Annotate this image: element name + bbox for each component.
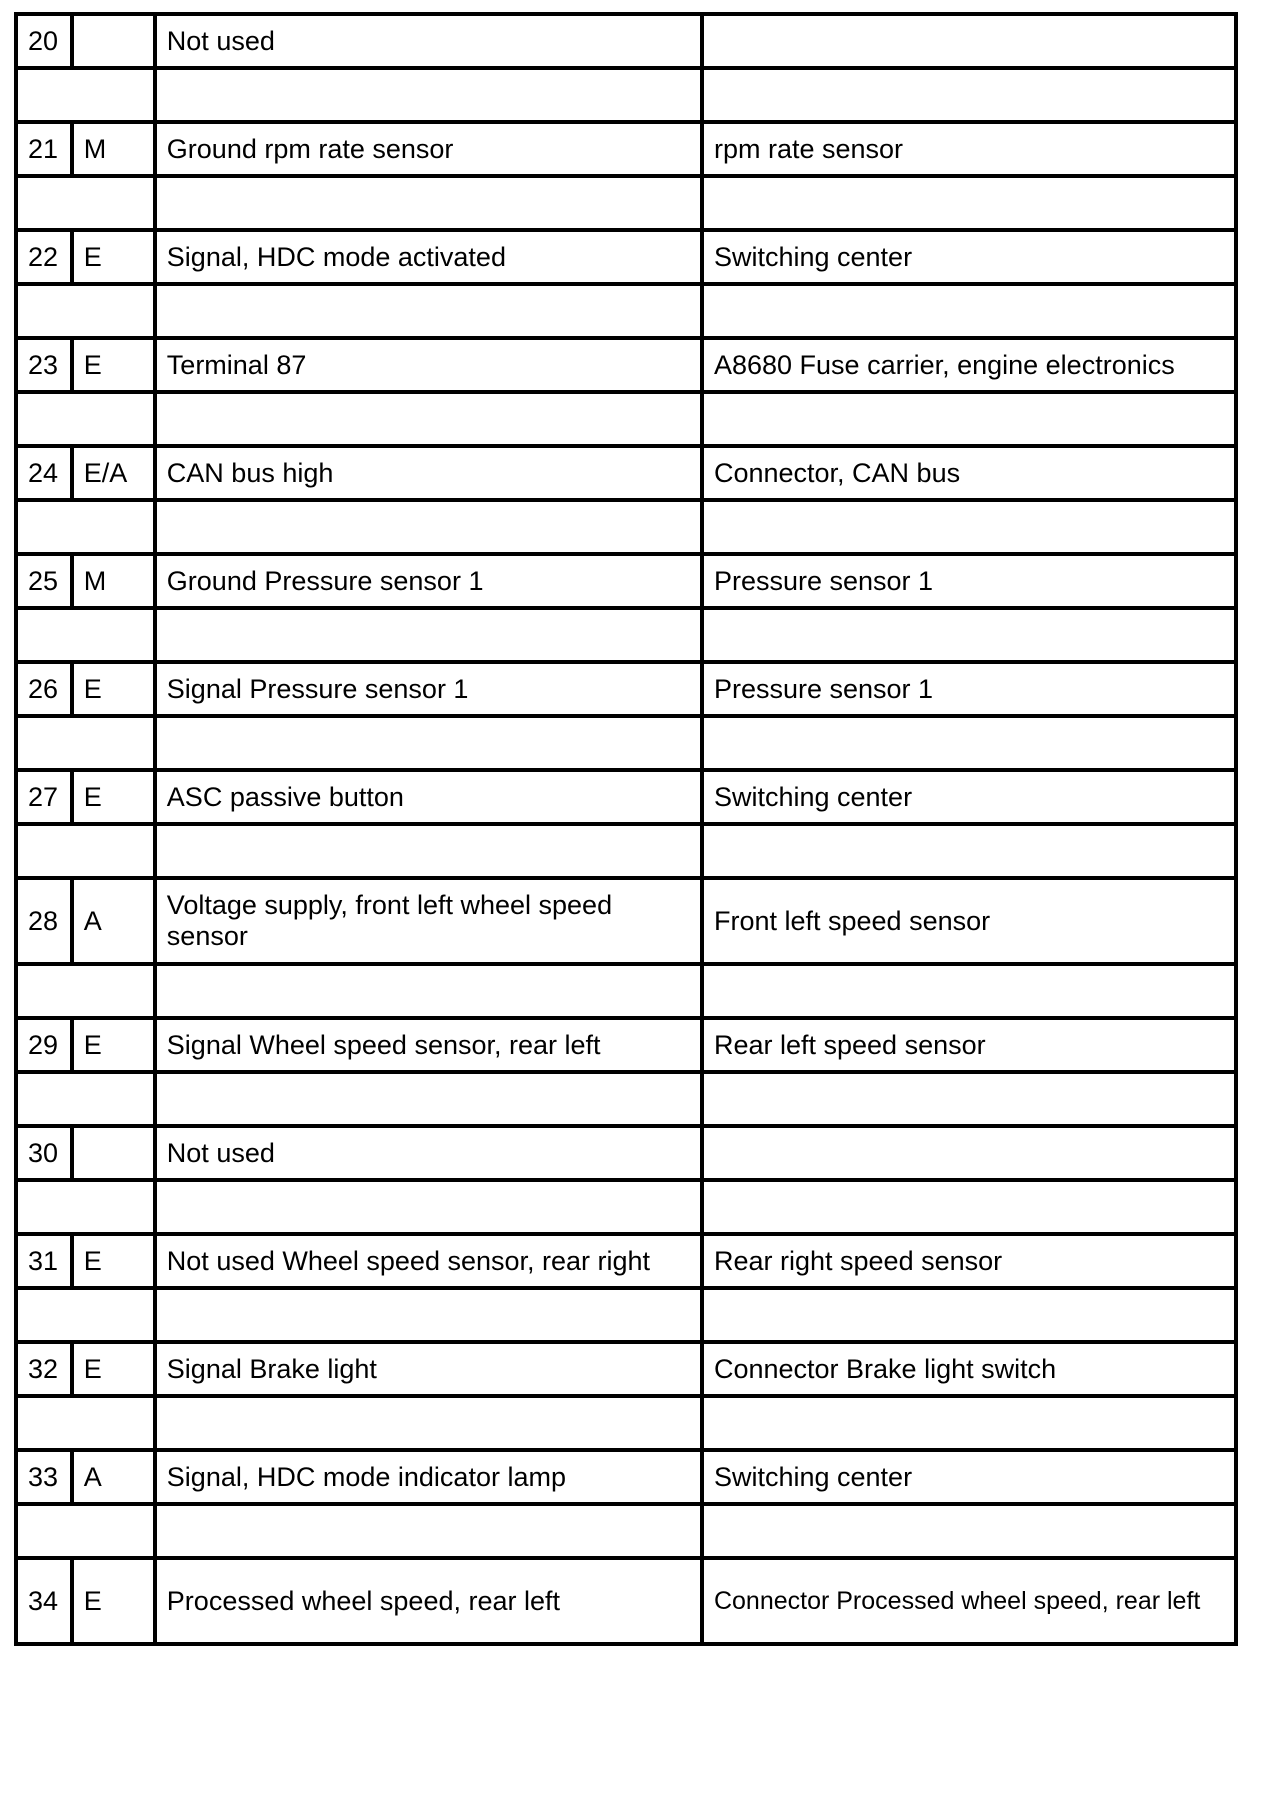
empty-cell bbox=[702, 716, 1236, 770]
signal-type-cell: E bbox=[72, 1018, 155, 1072]
empty-cell bbox=[16, 608, 155, 662]
empty-cell bbox=[16, 1504, 155, 1558]
table-row bbox=[16, 1126, 1236, 1180]
spacer-row bbox=[16, 964, 1236, 1018]
empty-cell bbox=[16, 1072, 155, 1126]
spacer-row bbox=[16, 176, 1236, 230]
table-row bbox=[16, 338, 1236, 392]
empty-cell bbox=[702, 1180, 1236, 1234]
description-cell: Processed wheel speed, rear left bbox=[155, 1558, 702, 1644]
table-row bbox=[16, 1018, 1236, 1072]
table-body bbox=[16, 14, 1236, 1644]
connection-cell: Front left speed sensor bbox=[702, 878, 1236, 964]
table-row bbox=[16, 122, 1236, 176]
pin-number-cell: 25 bbox=[16, 554, 72, 608]
empty-cell bbox=[155, 716, 702, 770]
connection-cell bbox=[702, 1126, 1236, 1180]
connection-cell: Connector Processed wheel speed, rear left bbox=[702, 1558, 1236, 1644]
signal-type-cell: M bbox=[72, 554, 155, 608]
empty-cell bbox=[702, 1504, 1236, 1558]
connection-cell: Connector, CAN bus bbox=[702, 446, 1236, 500]
signal-type-cell: E/A bbox=[72, 446, 155, 500]
connection-cell: Switching center bbox=[702, 770, 1236, 824]
empty-cell bbox=[16, 1288, 155, 1342]
signal-type-cell: E bbox=[72, 1234, 155, 1288]
empty-cell bbox=[702, 500, 1236, 554]
empty-cell bbox=[155, 1180, 702, 1234]
pin-number-cell: 23 bbox=[16, 338, 72, 392]
signal-type-cell: E bbox=[72, 770, 155, 824]
pin-number-cell: 33 bbox=[16, 1450, 72, 1504]
spacer-row bbox=[16, 716, 1236, 770]
spacer-row bbox=[16, 1072, 1236, 1126]
table-row bbox=[16, 662, 1236, 716]
pin-number-cell: 24 bbox=[16, 446, 72, 500]
description-cell: Signal Pressure sensor 1 bbox=[155, 662, 702, 716]
pin-number-cell: 28 bbox=[16, 878, 72, 964]
empty-cell bbox=[155, 392, 702, 446]
pin-number-cell: 22 bbox=[16, 230, 72, 284]
empty-cell bbox=[155, 68, 702, 122]
signal-type-cell: E bbox=[72, 230, 155, 284]
signal-type-cell: E bbox=[72, 1342, 155, 1396]
description-cell: Terminal 87 bbox=[155, 338, 702, 392]
connection-cell bbox=[702, 14, 1236, 68]
empty-cell bbox=[16, 824, 155, 878]
connection-cell: Rear right speed sensor bbox=[702, 1234, 1236, 1288]
pin-number-cell: 34 bbox=[16, 1558, 72, 1644]
signal-type-cell: E bbox=[72, 662, 155, 716]
pin-number-cell: 20 bbox=[16, 14, 72, 68]
connection-cell: Rear left speed sensor bbox=[702, 1018, 1236, 1072]
spacer-row bbox=[16, 284, 1236, 338]
empty-cell bbox=[702, 1072, 1236, 1126]
spacer-row bbox=[16, 1396, 1236, 1450]
signal-type-cell: M bbox=[72, 122, 155, 176]
pin-number-cell: 27 bbox=[16, 770, 72, 824]
spacer-row bbox=[16, 1288, 1236, 1342]
empty-cell bbox=[702, 284, 1236, 338]
empty-cell bbox=[16, 1396, 155, 1450]
description-cell: Signal, HDC mode activated bbox=[155, 230, 702, 284]
spacer-row bbox=[16, 1180, 1236, 1234]
table-row bbox=[16, 770, 1236, 824]
description-cell: Not used bbox=[155, 1126, 702, 1180]
table-row bbox=[16, 1558, 1236, 1644]
empty-cell bbox=[155, 1072, 702, 1126]
pin-number-cell: 30 bbox=[16, 1126, 72, 1180]
signal-type-cell: A bbox=[72, 878, 155, 964]
empty-cell bbox=[702, 392, 1236, 446]
empty-cell bbox=[155, 500, 702, 554]
spacer-row bbox=[16, 608, 1236, 662]
empty-cell bbox=[16, 284, 155, 338]
description-cell: Not used bbox=[155, 14, 702, 68]
description-cell: Signal Brake light bbox=[155, 1342, 702, 1396]
empty-cell bbox=[16, 176, 155, 230]
description-cell: CAN bus high bbox=[155, 446, 702, 500]
signal-type-cell bbox=[72, 14, 155, 68]
table-row bbox=[16, 1342, 1236, 1396]
empty-cell bbox=[702, 964, 1236, 1018]
connection-cell: A8680 Fuse carrier, engine electronics bbox=[702, 338, 1236, 392]
description-cell: Signal, HDC mode indicator lamp bbox=[155, 1450, 702, 1504]
connection-cell: Switching center bbox=[702, 1450, 1236, 1504]
connection-cell: rpm rate sensor bbox=[702, 122, 1236, 176]
table-row bbox=[16, 230, 1236, 284]
pin-number-cell: 29 bbox=[16, 1018, 72, 1072]
pin-number-cell: 26 bbox=[16, 662, 72, 716]
spacer-row bbox=[16, 392, 1236, 446]
empty-cell bbox=[155, 1396, 702, 1450]
empty-cell bbox=[155, 824, 702, 878]
spacer-row bbox=[16, 500, 1236, 554]
empty-cell bbox=[16, 964, 155, 1018]
empty-cell bbox=[16, 500, 155, 554]
empty-cell bbox=[155, 964, 702, 1018]
pin-assignment-table bbox=[14, 12, 1238, 1646]
pin-number-cell: 31 bbox=[16, 1234, 72, 1288]
empty-cell bbox=[702, 608, 1236, 662]
table-row bbox=[16, 446, 1236, 500]
connection-cell: Switching center bbox=[702, 230, 1236, 284]
empty-cell bbox=[702, 1288, 1236, 1342]
description-cell: Ground Pressure sensor 1 bbox=[155, 554, 702, 608]
signal-type-cell: E bbox=[72, 338, 155, 392]
spacer-row bbox=[16, 68, 1236, 122]
empty-cell bbox=[155, 1504, 702, 1558]
table-row bbox=[16, 1234, 1236, 1288]
signal-type-cell bbox=[72, 1126, 155, 1180]
signal-type-cell: E bbox=[72, 1558, 155, 1644]
description-cell: Ground rpm rate sensor bbox=[155, 122, 702, 176]
pin-number-cell: 32 bbox=[16, 1342, 72, 1396]
empty-cell bbox=[702, 68, 1236, 122]
table-row bbox=[16, 554, 1236, 608]
empty-cell bbox=[16, 392, 155, 446]
empty-cell bbox=[155, 284, 702, 338]
connection-cell: Pressure sensor 1 bbox=[702, 554, 1236, 608]
empty-cell bbox=[702, 176, 1236, 230]
empty-cell bbox=[16, 1180, 155, 1234]
empty-cell bbox=[702, 824, 1236, 878]
description-cell: Signal Wheel speed sensor, rear left bbox=[155, 1018, 702, 1072]
empty-cell bbox=[16, 716, 155, 770]
empty-cell bbox=[702, 1396, 1236, 1450]
signal-type-cell: A bbox=[72, 1450, 155, 1504]
spacer-row bbox=[16, 824, 1236, 878]
empty-cell bbox=[155, 176, 702, 230]
description-cell: ASC passive button bbox=[155, 770, 702, 824]
pin-number-cell: 21 bbox=[16, 122, 72, 176]
table-row bbox=[16, 1450, 1236, 1504]
empty-cell bbox=[155, 608, 702, 662]
spacer-row bbox=[16, 1504, 1236, 1558]
description-cell: Voltage supply, front left wheel speed sensor bbox=[155, 878, 702, 964]
connection-cell: Connector Brake light switch bbox=[702, 1342, 1236, 1396]
table-row bbox=[16, 878, 1236, 964]
description-cell: Not used Wheel speed sensor, rear right bbox=[155, 1234, 702, 1288]
empty-cell bbox=[155, 1288, 702, 1342]
table-row bbox=[16, 14, 1236, 68]
empty-cell bbox=[16, 68, 155, 122]
connection-cell: Pressure sensor 1 bbox=[702, 662, 1236, 716]
